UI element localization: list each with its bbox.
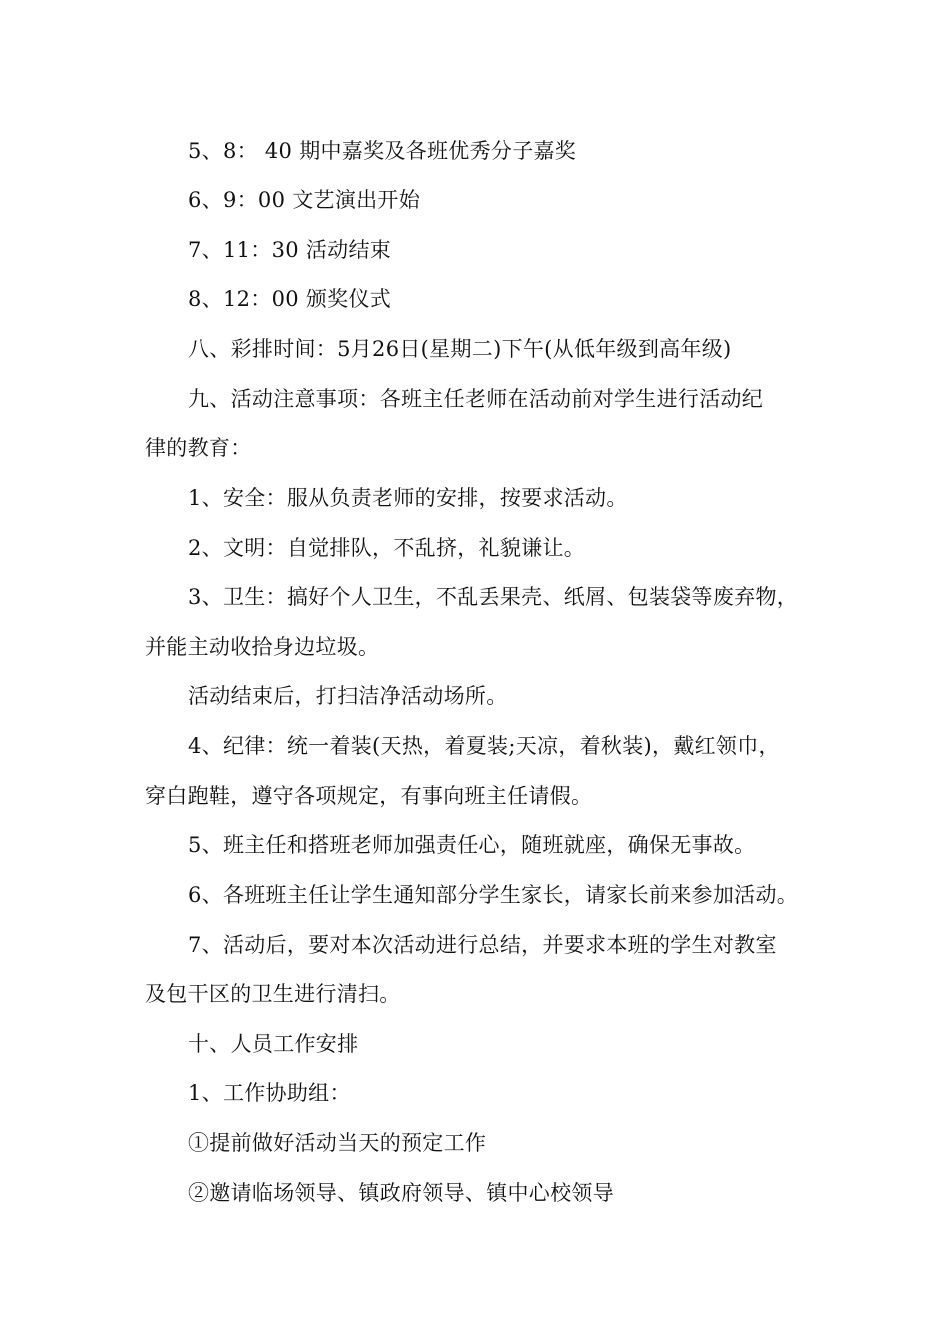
- after-activity-cleanup: 活动结束后，打扫洁净活动场所。: [188, 684, 508, 708]
- schedule-item-6: 6、9：00 文艺演出开始: [188, 188, 421, 212]
- schedule-item-7: 7、11：30 活动结束: [188, 238, 392, 262]
- rule-safety: 1、安全：服从负责老师的安排，按要求活动。: [188, 486, 628, 510]
- work-group-heading: 1、工作协助组：: [188, 1081, 351, 1105]
- rule-summary: 7、活动后，要对本次活动进行总结，并要求本班的学生对教室: [188, 933, 777, 957]
- schedule-item-5: 5、8： 40 期中嘉奖及各班优秀分子嘉奖: [188, 139, 577, 163]
- section-8-rehearsal: 八、彩排时间：5月26日(星期二)下午(从低年级到高年级): [188, 337, 732, 361]
- section-9-continuation: 律的教育：: [145, 436, 252, 460]
- rule-teacher-responsibility: 5、班主任和搭班老师加强责任心，随班就座，确保无事故。: [188, 833, 756, 857]
- rule-parents-notice: 6、各班班主任让学生通知部分学生家长，请家长前来参加活动。: [188, 883, 799, 907]
- work-item-1: ①提前做好活动当天的预定工作: [188, 1131, 487, 1155]
- section-10-heading: 十、人员工作安排: [188, 1032, 359, 1056]
- schedule-item-8: 8、12：00 颁奖仪式: [188, 287, 392, 311]
- rule-hygiene: 3、卫生：搞好个人卫生，不乱丢果壳、纸屑、包装袋等废弃物，: [188, 585, 799, 609]
- section-9-heading: 九、活动注意事项：各班主任老师在活动前对学生进行活动纪: [188, 387, 764, 411]
- rule-discipline: 4、纪律：统一着装(天热，着夏装;天凉，着秋装)，戴红领巾，: [188, 734, 780, 758]
- rule-discipline-continuation: 穿白跑鞋，遵守各项规定，有事向班主任请假。: [145, 784, 593, 808]
- rule-hygiene-continuation: 并能主动收拾身边垃圾。: [145, 635, 380, 659]
- work-item-2: ②邀请临场领导、镇政府领导、镇中心校领导: [188, 1181, 614, 1205]
- rule-summary-continuation: 及包干区的卫生进行清扫。: [145, 982, 401, 1006]
- rule-civility: 2、文明：自觉排队，不乱挤，礼貌谦让。: [188, 536, 586, 560]
